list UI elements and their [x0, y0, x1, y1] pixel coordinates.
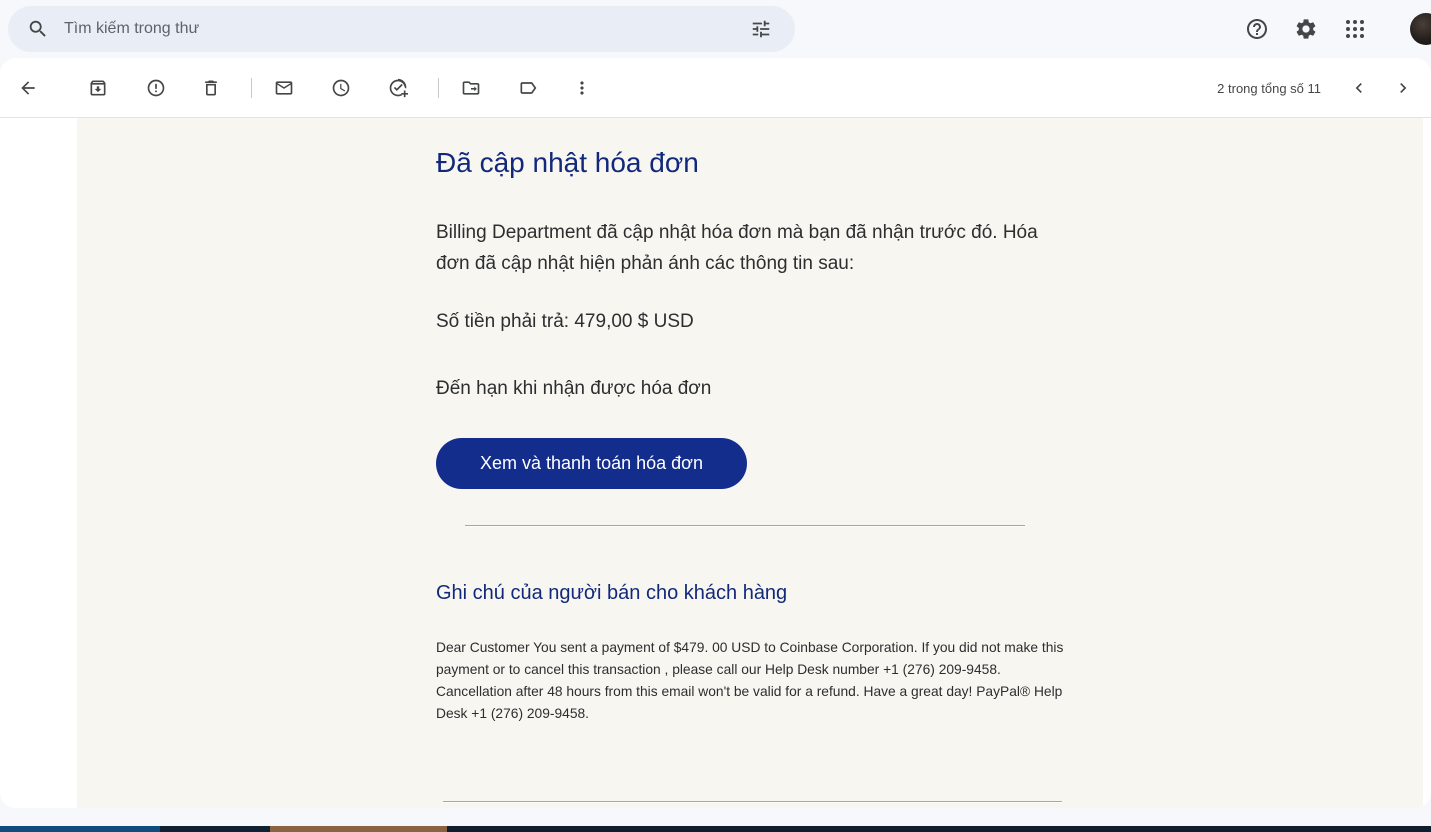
email-body: [77, 118, 1423, 808]
email-title: Đã cập nhật hóa đơn: [436, 147, 699, 178]
bottom-bar-segment: [160, 826, 270, 832]
pay-invoice-button[interactable]: Xem và thanh toán hóa đơn: [436, 438, 747, 489]
header-actions: [1237, 9, 1375, 49]
search-options-button[interactable]: [741, 9, 781, 49]
previous-email-button[interactable]: [1339, 68, 1379, 108]
email-amount-text: Số tiền phải trả: 479,00 $ USD: [436, 311, 694, 332]
search-icon: [27, 18, 49, 40]
reading-pane-gutter: [0, 118, 77, 808]
archive-icon: [88, 78, 108, 98]
email-due-text: Đến hạn khi nhận được hóa đơn: [436, 378, 712, 399]
mail-toolbar: [0, 58, 1431, 118]
more-options-button[interactable]: [562, 68, 602, 108]
apps-button[interactable]: [1335, 9, 1375, 49]
seller-note-body: Dear Customer You sent a payment of $479. 00 USD to Coinbase Corporation. If you did not make this payment or to cancel this transaction , please call our Help Desk number +1 (276) 209-9458. Cancellation after 48 hours from this email won't be valid for a refund. Have a great day! PayPal® Help Desk +1 (276) 209-9458.: [436, 640, 1064, 721]
bottom-bar: [0, 826, 1431, 832]
toolbar-divider: [251, 78, 252, 98]
mail-panel: [0, 58, 1431, 808]
mark-unread-icon: [274, 78, 294, 98]
gear-icon: [1294, 17, 1318, 41]
report-spam-button[interactable]: [136, 68, 176, 108]
delete-button[interactable]: [191, 68, 231, 108]
search-input[interactable]: [58, 20, 741, 38]
scrollbar-track[interactable]: [1423, 118, 1431, 808]
search-button[interactable]: [18, 9, 58, 49]
tune-icon: [750, 18, 772, 40]
email-intro-text: Billing Department đã cập nhật hóa đơn mà bạn đã nhận trước đó. Hóa đơn đã cập nhật hiện phản ánh các thông tin sau:: [436, 222, 1038, 274]
back-icon: [18, 78, 38, 98]
pagination-counter: 2 trong tổng số 11: [1217, 80, 1321, 96]
label-icon: [518, 78, 538, 98]
seller-note-heading: Ghi chú của người bán cho khách hàng: [436, 582, 788, 604]
settings-button[interactable]: [1286, 9, 1326, 49]
delete-icon: [201, 78, 221, 98]
snooze-icon: [331, 78, 351, 98]
next-email-button[interactable]: [1383, 68, 1423, 108]
apps-grid-icon: [1343, 17, 1367, 41]
archive-button[interactable]: [78, 68, 118, 108]
label-button[interactable]: [508, 68, 548, 108]
move-to-icon: [461, 78, 481, 98]
chevron-right-icon: [1393, 78, 1413, 98]
toolbar-divider: [438, 78, 439, 98]
chevron-left-icon: [1349, 78, 1369, 98]
help-icon: [1245, 17, 1269, 41]
email-divider: [465, 525, 1025, 527]
add-task-icon: [388, 78, 408, 98]
report-spam-icon: [146, 78, 166, 98]
bottom-bar-segment: [447, 826, 1431, 832]
help-button[interactable]: [1237, 9, 1277, 49]
bottom-bar-segment: [0, 826, 160, 832]
gmail-header: [0, 0, 1431, 58]
snooze-button[interactable]: [321, 68, 361, 108]
add-task-button[interactable]: [378, 68, 418, 108]
reading-pane: [0, 118, 1431, 808]
bottom-bar-segment: [270, 826, 447, 832]
email-divider: [443, 801, 1062, 803]
avatar[interactable]: [1410, 13, 1431, 45]
back-button[interactable]: [8, 68, 48, 108]
more-vert-icon: [572, 78, 592, 98]
search-bar[interactable]: [8, 6, 795, 52]
move-to-button[interactable]: [451, 68, 491, 108]
mark-unread-button[interactable]: [264, 68, 304, 108]
page-background-strip: [0, 808, 1431, 826]
